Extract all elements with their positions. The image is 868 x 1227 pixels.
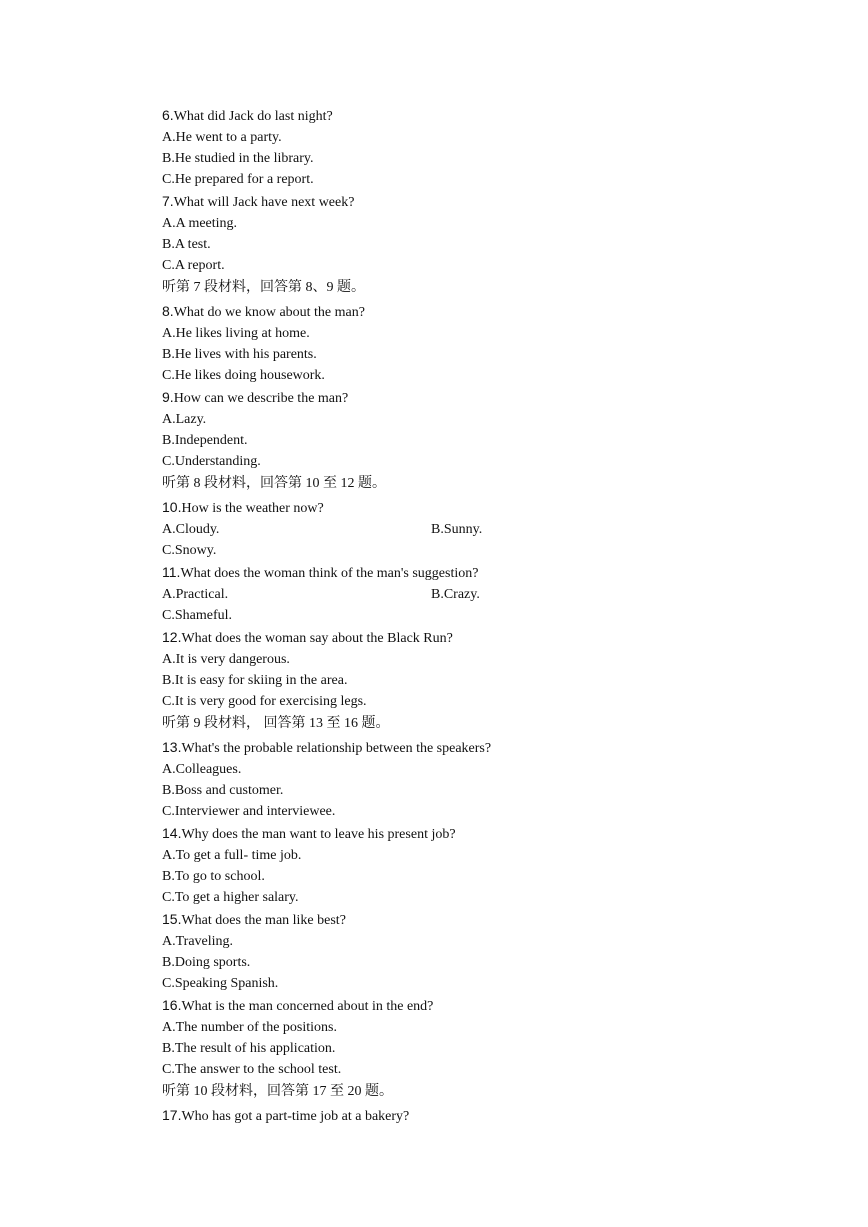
option-text: C.He likes doing housework. xyxy=(162,368,325,383)
option-text: C.Understanding. xyxy=(162,454,261,469)
section-instruction xyxy=(162,712,722,736)
question-text: Who has got a part-time job at a bakery? xyxy=(181,1109,410,1124)
question-text: What does the woman say about the Black Run? xyxy=(181,631,453,646)
option-text: C.He prepared for a report. xyxy=(162,172,314,187)
option-text: B.To go to school. xyxy=(162,869,265,884)
option-line xyxy=(162,605,722,626)
option-text: C.It is very good for exercising legs. xyxy=(162,694,367,709)
option-text: A.Practical. xyxy=(162,587,229,602)
option-text: C.Shameful. xyxy=(162,608,232,623)
question-text: Why does the man want to leave his present job? xyxy=(181,827,456,842)
question-text: What does the man like best? xyxy=(181,913,346,928)
option-line xyxy=(162,255,722,276)
option-line xyxy=(162,127,722,148)
option-line xyxy=(162,670,722,691)
option-line xyxy=(162,759,722,780)
option-text: B.Boss and customer. xyxy=(162,783,284,798)
question-number: 17. xyxy=(162,1107,182,1123)
question-text: How can we describe the man? xyxy=(173,391,349,406)
option-text: C.Speaking Spanish. xyxy=(162,976,279,991)
option-text: B.He lives with his parents. xyxy=(162,347,317,362)
option-text: B.Independent. xyxy=(162,433,248,448)
question-text: What's the probable relationship between the speakers? xyxy=(181,741,492,756)
section-instruction-text: 听第 10 段材料，回答第 17 至 20 题。 xyxy=(162,1084,393,1099)
option-text: B.It is easy for skiing in the area. xyxy=(162,673,348,688)
question-line xyxy=(162,994,722,1017)
option-line xyxy=(162,344,722,365)
section-instruction-text: 听第 7 段材料，回答第 8、9 题。 xyxy=(162,280,365,295)
question-number: 14. xyxy=(162,825,182,841)
option-text: B.He studied in the library. xyxy=(162,151,314,166)
question-line xyxy=(162,386,722,409)
option-line xyxy=(162,323,722,344)
option-text: B.The result of his application. xyxy=(162,1041,336,1056)
option-text: C.The answer to the school test. xyxy=(162,1062,342,1077)
section-instruction-text: 听第 8 段材料，回答第 10 至 12 题。 xyxy=(162,476,386,491)
option-text: A.He likes living at home. xyxy=(162,326,310,341)
question-list xyxy=(162,104,722,1127)
question-line xyxy=(162,300,722,323)
option-line xyxy=(162,649,722,670)
option-text: A.Lazy. xyxy=(162,412,207,427)
section-instruction xyxy=(162,1080,722,1104)
question-number: 11. xyxy=(162,564,181,580)
option-line xyxy=(162,866,722,887)
question-text: How is the weather now? xyxy=(181,501,324,516)
option-line xyxy=(162,1017,722,1038)
option-line xyxy=(162,1059,722,1080)
option-line xyxy=(162,801,722,822)
question-line xyxy=(162,908,722,931)
question-number: 15. xyxy=(162,911,182,927)
option-line xyxy=(162,845,722,866)
question-text: What will Jack have next week? xyxy=(173,195,355,210)
option-line xyxy=(162,952,722,973)
option-line xyxy=(162,430,722,451)
option-text: C.Snowy. xyxy=(162,543,217,558)
question-number: 7. xyxy=(162,193,174,209)
option-line xyxy=(162,519,722,540)
option-line xyxy=(162,931,722,952)
question-number: 10. xyxy=(162,499,182,515)
option-line xyxy=(162,213,722,234)
option-text: A.Colleagues. xyxy=(162,762,242,777)
question-text: What do we know about the man? xyxy=(173,305,365,320)
option-line xyxy=(162,540,722,561)
option-line xyxy=(162,691,722,712)
option-text: B.A test. xyxy=(162,237,211,252)
question-number: 8. xyxy=(162,303,174,319)
question-number: 16. xyxy=(162,997,182,1013)
question-number: 9. xyxy=(162,389,174,405)
option-line xyxy=(162,451,722,472)
option-line xyxy=(162,584,722,605)
option-text: A.Cloudy. xyxy=(162,522,220,537)
option-text: A.To get a full- time job. xyxy=(162,848,302,863)
question-line xyxy=(162,822,722,845)
question-line xyxy=(162,561,722,584)
question-line xyxy=(162,1104,722,1127)
option-line xyxy=(162,409,722,430)
option-text: A.The number of the positions. xyxy=(162,1020,337,1035)
option-text: A.Traveling. xyxy=(162,934,234,949)
option-line xyxy=(162,887,722,908)
option-text: C.Interviewer and interviewee. xyxy=(162,804,336,819)
option-line xyxy=(162,234,722,255)
question-number: 12. xyxy=(162,629,182,645)
option-text: B.Sunny. xyxy=(431,522,483,537)
option-text: C.To get a higher salary. xyxy=(162,890,299,905)
option-text: B.Crazy. xyxy=(431,587,480,602)
question-text: What does the woman think of the man's suggestion? xyxy=(180,566,479,581)
question-number: 6. xyxy=(162,107,174,123)
question-line xyxy=(162,104,722,127)
section-instruction xyxy=(162,472,722,496)
question-line xyxy=(162,626,722,649)
section-instruction xyxy=(162,276,722,300)
question-number: 13. xyxy=(162,739,182,755)
question-text: What is the man concerned about in the end? xyxy=(181,999,434,1014)
option-text: C.A report. xyxy=(162,258,225,273)
option-line xyxy=(162,1038,722,1059)
question-line xyxy=(162,736,722,759)
question-line xyxy=(162,190,722,213)
question-line xyxy=(162,496,722,519)
option-line xyxy=(162,973,722,994)
option-text: A.It is very dangerous. xyxy=(162,652,290,667)
question-text: What did Jack do last night? xyxy=(173,109,333,124)
option-line xyxy=(162,780,722,801)
option-line xyxy=(162,365,722,386)
section-instruction-text: 听第 9 段材料， 回答第 13 至 16 题。 xyxy=(162,716,390,731)
option-text: B.Doing sports. xyxy=(162,955,251,970)
option-line xyxy=(162,148,722,169)
option-line xyxy=(162,169,722,190)
option-text: A.He went to a party. xyxy=(162,130,282,145)
option-text: A.A meeting. xyxy=(162,216,238,231)
